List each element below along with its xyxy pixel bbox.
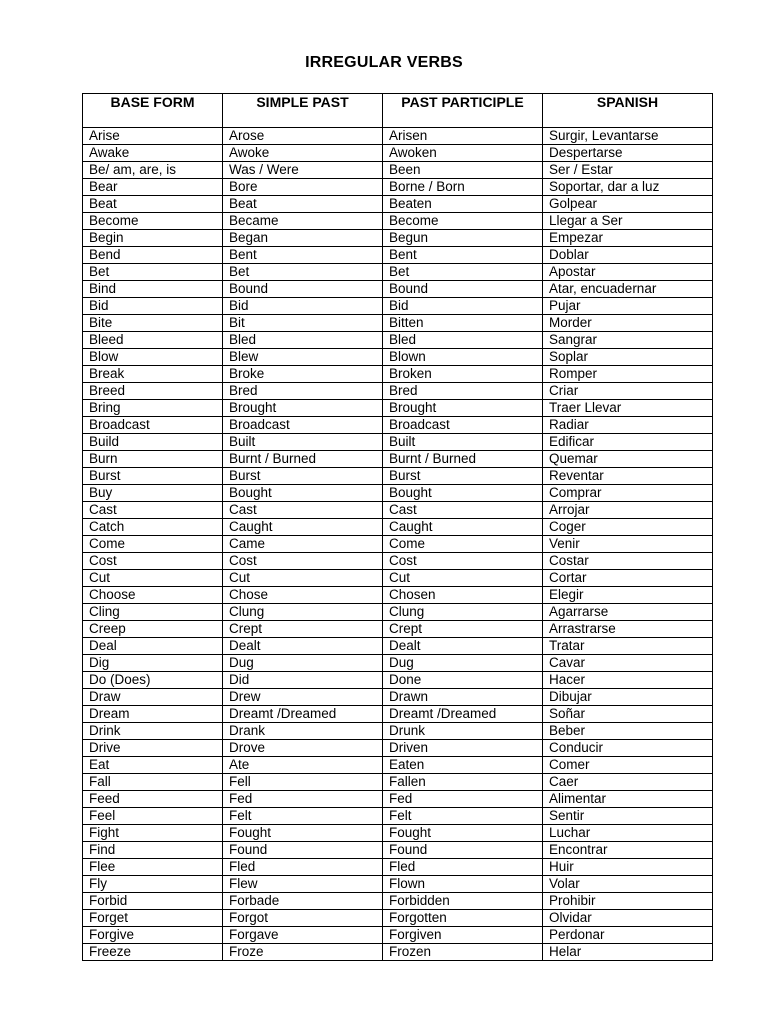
base-form-cell: Cut [83, 570, 223, 587]
past-participle-cell: Bid [383, 298, 543, 315]
base-form-cell: Burst [83, 468, 223, 485]
spanish-cell: Helar [543, 944, 713, 961]
table-row [83, 536, 713, 553]
table-row [83, 757, 713, 774]
table-row [83, 808, 713, 825]
table-row [83, 349, 713, 366]
table-row [83, 315, 713, 332]
table-row [83, 145, 713, 162]
base-form-cell: Arise [83, 128, 223, 145]
table-row [83, 128, 713, 145]
past-participle-cell: Chosen [383, 587, 543, 604]
past-participle-cell: Arisen [383, 128, 543, 145]
simple-past-cell: Did [223, 672, 383, 689]
table-row [83, 179, 713, 196]
past-participle-cell: Become [383, 213, 543, 230]
simple-past-cell: Bid [223, 298, 383, 315]
base-form-cell: Beat [83, 196, 223, 213]
header-simple-past: SIMPLE PAST [223, 94, 383, 128]
spanish-cell: Caer [543, 774, 713, 791]
spanish-cell: Olvidar [543, 910, 713, 927]
table-row [83, 791, 713, 808]
spanish-cell: Tratar [543, 638, 713, 655]
spanish-cell: Soplar [543, 349, 713, 366]
table-row [83, 298, 713, 315]
spanish-cell: Prohibir [543, 893, 713, 910]
simple-past-cell: Broadcast [223, 417, 383, 434]
simple-past-cell: Bled [223, 332, 383, 349]
simple-past-cell: Dug [223, 655, 383, 672]
table-row [83, 553, 713, 570]
past-participle-cell: Fallen [383, 774, 543, 791]
table-row [83, 383, 713, 400]
past-participle-cell: Done [383, 672, 543, 689]
past-participle-cell: Been [383, 162, 543, 179]
base-form-cell: Buy [83, 485, 223, 502]
page-title: IRREGULAR VERBS [305, 54, 463, 71]
base-form-cell: Flee [83, 859, 223, 876]
simple-past-cell: Arose [223, 128, 383, 145]
base-form-cell: Bite [83, 315, 223, 332]
past-participle-cell: Burnt / Burned [383, 451, 543, 468]
base-form-cell: Cost [83, 553, 223, 570]
base-form-cell: Bring [83, 400, 223, 417]
base-form-cell: Choose [83, 587, 223, 604]
spanish-cell: Perdonar [543, 927, 713, 944]
spanish-cell: Arrojar [543, 502, 713, 519]
base-form-cell: Dream [83, 706, 223, 723]
spanish-cell: Alimentar [543, 791, 713, 808]
past-participle-cell: Bled [383, 332, 543, 349]
spanish-cell: Volar [543, 876, 713, 893]
past-participle-cell: Forgiven [383, 927, 543, 944]
past-participle-cell: Fled [383, 859, 543, 876]
simple-past-cell: Bent [223, 247, 383, 264]
spanish-cell: Costar [543, 553, 713, 570]
base-form-cell: Find [83, 842, 223, 859]
spanish-cell: Reventar [543, 468, 713, 485]
simple-past-cell: Bound [223, 281, 383, 298]
spanish-cell: Huir [543, 859, 713, 876]
base-form-cell: Bid [83, 298, 223, 315]
simple-past-cell: Cut [223, 570, 383, 587]
spanish-cell: Doblar [543, 247, 713, 264]
base-form-cell: Cast [83, 502, 223, 519]
base-form-cell: Come [83, 536, 223, 553]
table-row [83, 247, 713, 264]
simple-past-cell: Dreamt /Dreamed [223, 706, 383, 723]
past-participle-cell: Burst [383, 468, 543, 485]
table-row [83, 910, 713, 927]
base-form-cell: Break [83, 366, 223, 383]
past-participle-cell: Fed [383, 791, 543, 808]
table-body [83, 128, 713, 961]
spanish-cell: Llegar a Ser [543, 213, 713, 230]
base-form-cell: Begin [83, 230, 223, 247]
past-participle-cell: Cut [383, 570, 543, 587]
past-participle-cell: Beaten [383, 196, 543, 213]
simple-past-cell: Drew [223, 689, 383, 706]
table-row [83, 281, 713, 298]
simple-past-cell: Ate [223, 757, 383, 774]
simple-past-cell: Clung [223, 604, 383, 621]
simple-past-cell: Beat [223, 196, 383, 213]
past-participle-cell: Caught [383, 519, 543, 536]
spanish-cell: Agarrarse [543, 604, 713, 621]
spanish-cell: Cavar [543, 655, 713, 672]
table-row [83, 706, 713, 723]
past-participle-cell: Come [383, 536, 543, 553]
base-form-cell: Build [83, 434, 223, 451]
past-participle-cell: Bred [383, 383, 543, 400]
table-header-row [83, 94, 713, 128]
simple-past-cell: Flew [223, 876, 383, 893]
past-participle-cell: Built [383, 434, 543, 451]
base-form-cell: Feel [83, 808, 223, 825]
table-row [83, 570, 713, 587]
simple-past-cell: Caught [223, 519, 383, 536]
simple-past-cell: Forbade [223, 893, 383, 910]
header-spanish: SPANISH [543, 94, 713, 128]
base-form-cell: Fight [83, 825, 223, 842]
table-row [83, 162, 713, 179]
table-row [83, 451, 713, 468]
base-form-cell: Broadcast [83, 417, 223, 434]
table-row [83, 655, 713, 672]
spanish-cell: Ser / Estar [543, 162, 713, 179]
table-row [83, 842, 713, 859]
simple-past-cell: Brought [223, 400, 383, 417]
past-participle-cell: Broken [383, 366, 543, 383]
table-row [83, 502, 713, 519]
base-form-cell: Forbid [83, 893, 223, 910]
simple-past-cell: Chose [223, 587, 383, 604]
spanish-cell: Beber [543, 723, 713, 740]
past-participle-cell: Dreamt /Dreamed [383, 706, 543, 723]
spanish-cell: Elegir [543, 587, 713, 604]
simple-past-cell: Fled [223, 859, 383, 876]
table-row [83, 859, 713, 876]
table-row [83, 672, 713, 689]
spanish-cell: Comprar [543, 485, 713, 502]
base-form-cell: Deal [83, 638, 223, 655]
simple-past-cell: Forgot [223, 910, 383, 927]
past-participle-cell: Clung [383, 604, 543, 621]
base-form-cell: Burn [83, 451, 223, 468]
past-participle-cell: Blown [383, 349, 543, 366]
simple-past-cell: Froze [223, 944, 383, 961]
spanish-cell: Empezar [543, 230, 713, 247]
base-form-cell: Feed [83, 791, 223, 808]
base-form-cell: Fly [83, 876, 223, 893]
table-row [83, 876, 713, 893]
table-row [83, 689, 713, 706]
spanish-cell: Dibujar [543, 689, 713, 706]
base-form-cell: Drink [83, 723, 223, 740]
base-form-cell: Forget [83, 910, 223, 927]
simple-past-cell: Forgave [223, 927, 383, 944]
spanish-cell: Conducir [543, 740, 713, 757]
simple-past-cell: Bought [223, 485, 383, 502]
past-participle-cell: Frozen [383, 944, 543, 961]
simple-past-cell: Drank [223, 723, 383, 740]
base-form-cell: Be/ am, are, is [83, 162, 223, 179]
simple-past-cell: Fed [223, 791, 383, 808]
past-participle-cell: Broadcast [383, 417, 543, 434]
simple-past-cell: Came [223, 536, 383, 553]
past-participle-cell: Begun [383, 230, 543, 247]
past-participle-cell: Bound [383, 281, 543, 298]
spanish-cell: Morder [543, 315, 713, 332]
simple-past-cell: Bore [223, 179, 383, 196]
simple-past-cell: Burnt / Burned [223, 451, 383, 468]
table-row [83, 723, 713, 740]
base-form-cell: Bind [83, 281, 223, 298]
past-participle-cell: Brought [383, 400, 543, 417]
table-row [83, 587, 713, 604]
past-participle-cell: Dealt [383, 638, 543, 655]
base-form-cell: Breed [83, 383, 223, 400]
table-row [83, 519, 713, 536]
base-form-cell: Do (Does) [83, 672, 223, 689]
simple-past-cell: Bet [223, 264, 383, 281]
table-row [83, 893, 713, 910]
spanish-cell: Encontrar [543, 842, 713, 859]
past-participle-cell: Cast [383, 502, 543, 519]
table-row [83, 638, 713, 655]
spanish-cell: Criar [543, 383, 713, 400]
table-row [83, 944, 713, 961]
base-form-cell: Cling [83, 604, 223, 621]
header-past-participle: PAST PARTICIPLE [383, 94, 543, 128]
past-participle-cell: Drunk [383, 723, 543, 740]
table-row [83, 621, 713, 638]
past-participle-cell: Bet [383, 264, 543, 281]
spanish-cell: Sentir [543, 808, 713, 825]
base-form-cell: Dig [83, 655, 223, 672]
table-row [83, 332, 713, 349]
base-form-cell: Fall [83, 774, 223, 791]
table-row [83, 927, 713, 944]
spanish-cell: Romper [543, 366, 713, 383]
table-row [83, 264, 713, 281]
base-form-cell: Become [83, 213, 223, 230]
base-form-cell: Draw [83, 689, 223, 706]
simple-past-cell: Dealt [223, 638, 383, 655]
base-form-cell: Bet [83, 264, 223, 281]
spanish-cell: Soñar [543, 706, 713, 723]
base-form-cell: Catch [83, 519, 223, 536]
past-participle-cell: Driven [383, 740, 543, 757]
spanish-cell: Arrastrarse [543, 621, 713, 638]
spanish-cell: Despertarse [543, 145, 713, 162]
spanish-cell: Pujar [543, 298, 713, 315]
simple-past-cell: Broke [223, 366, 383, 383]
header-base-form: BASE FORM [83, 94, 223, 128]
base-form-cell: Freeze [83, 944, 223, 961]
table-row [83, 774, 713, 791]
simple-past-cell: Found [223, 842, 383, 859]
past-participle-cell: Felt [383, 808, 543, 825]
spanish-cell: Soportar, dar a luz [543, 179, 713, 196]
simple-past-cell: Crept [223, 621, 383, 638]
table-row [83, 604, 713, 621]
spanish-cell: Radiar [543, 417, 713, 434]
spanish-cell: Luchar [543, 825, 713, 842]
spanish-cell: Sangrar [543, 332, 713, 349]
spanish-cell: Atar, encuadernar [543, 281, 713, 298]
base-form-cell: Awake [83, 145, 223, 162]
table-row [83, 468, 713, 485]
table-row [83, 230, 713, 247]
past-participle-cell: Dug [383, 655, 543, 672]
past-participle-cell: Fought [383, 825, 543, 842]
table-row [83, 196, 713, 213]
spanish-cell: Edificar [543, 434, 713, 451]
past-participle-cell: Awoken [383, 145, 543, 162]
past-participle-cell: Bought [383, 485, 543, 502]
base-form-cell: Bend [83, 247, 223, 264]
past-participle-cell: Forbidden [383, 893, 543, 910]
table-row [83, 485, 713, 502]
spanish-cell: Traer Llevar [543, 400, 713, 417]
irregular-verbs-table [82, 93, 713, 961]
past-participle-cell: Bitten [383, 315, 543, 332]
table-row [83, 400, 713, 417]
spanish-cell: Golpear [543, 196, 713, 213]
past-participle-cell: Borne / Born [383, 179, 543, 196]
table-row [83, 213, 713, 230]
simple-past-cell: Fell [223, 774, 383, 791]
simple-past-cell: Fought [223, 825, 383, 842]
simple-past-cell: Felt [223, 808, 383, 825]
simple-past-cell: Became [223, 213, 383, 230]
past-participle-cell: Forgotten [383, 910, 543, 927]
spanish-cell: Comer [543, 757, 713, 774]
base-form-cell: Creep [83, 621, 223, 638]
past-participle-cell: Bent [383, 247, 543, 264]
spanish-cell: Quemar [543, 451, 713, 468]
base-form-cell: Blow [83, 349, 223, 366]
simple-past-cell: Burst [223, 468, 383, 485]
base-form-cell: Eat [83, 757, 223, 774]
simple-past-cell: Cost [223, 553, 383, 570]
simple-past-cell: Was / Were [223, 162, 383, 179]
past-participle-cell: Found [383, 842, 543, 859]
simple-past-cell: Bit [223, 315, 383, 332]
simple-past-cell: Bred [223, 383, 383, 400]
simple-past-cell: Cast [223, 502, 383, 519]
table-row [83, 434, 713, 451]
past-participle-cell: Crept [383, 621, 543, 638]
table-row [83, 366, 713, 383]
table-row [83, 740, 713, 757]
spanish-cell: Surgir, Levantarse [543, 128, 713, 145]
past-participle-cell: Flown [383, 876, 543, 893]
simple-past-cell: Began [223, 230, 383, 247]
table-row [83, 825, 713, 842]
simple-past-cell: Drove [223, 740, 383, 757]
past-participle-cell: Cost [383, 553, 543, 570]
simple-past-cell: Blew [223, 349, 383, 366]
base-form-cell: Forgive [83, 927, 223, 944]
spanish-cell: Coger [543, 519, 713, 536]
past-participle-cell: Drawn [383, 689, 543, 706]
base-form-cell: Drive [83, 740, 223, 757]
spanish-cell: Apostar [543, 264, 713, 281]
spanish-cell: Venir [543, 536, 713, 553]
base-form-cell: Bleed [83, 332, 223, 349]
spanish-cell: Cortar [543, 570, 713, 587]
table-row [83, 417, 713, 434]
simple-past-cell: Awoke [223, 145, 383, 162]
simple-past-cell: Built [223, 434, 383, 451]
past-participle-cell: Eaten [383, 757, 543, 774]
base-form-cell: Bear [83, 179, 223, 196]
spanish-cell: Hacer [543, 672, 713, 689]
